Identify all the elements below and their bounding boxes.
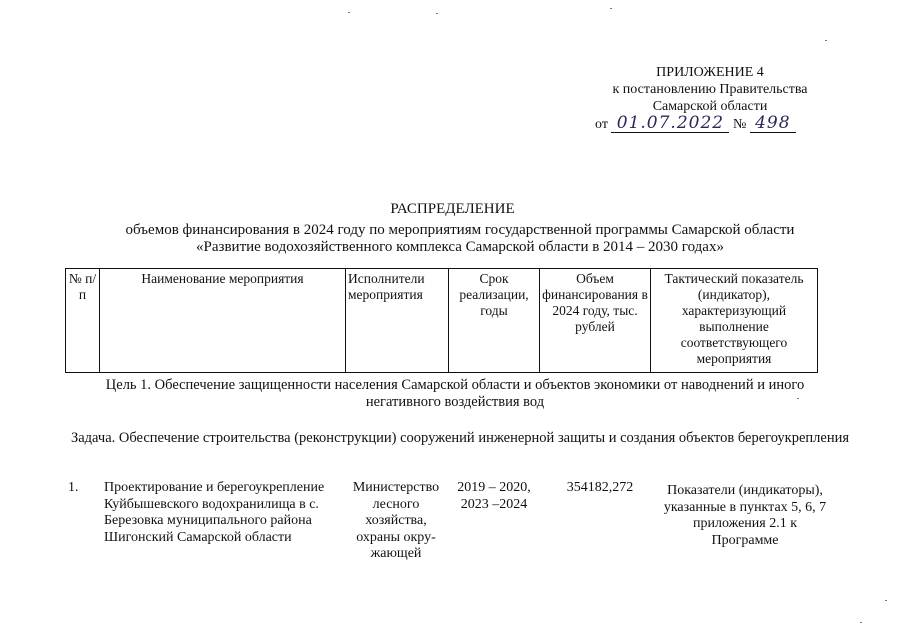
subtitle-line-1: объемов финансирования в 2024 году по мероприятиям государственной программы Самарской области [125,222,795,238]
handwritten-date: 01.07.2022 [611,115,729,133]
scan-speck [825,40,827,41]
subtitle-line-2: «Развитие водохозяйственного комплекса Самарской области в 2014 – 2030 годах» [196,239,724,255]
scan-speck [885,600,887,601]
scan-speck [436,13,438,14]
scan-speck [610,8,612,9]
table-header-row [66,269,818,373]
scan-speck [797,398,799,399]
row-number: 1. [68,480,79,495]
col-header-number: № п/п [66,269,100,373]
appendix-block [595,64,825,133]
document-subtitle [60,222,860,256]
scan-speck [348,12,350,13]
task-text: Задача. Обеспечение строительства (реконструкции) сооружений инженерной защиты и создания объектов берегоукрепления [70,430,850,446]
appendix-title: ПРИЛОЖЕНИЕ 4 [656,65,764,80]
appendix-resolution: к постановлению Правительства [612,82,808,97]
goal-text: Цель 1. Обеспечение защищенности населения Самарской области и объектов экономики от наводнений и иного негативного воздействия вод [105,377,805,410]
handwritten-number: 498 [750,115,796,133]
row-name: Проектирование и берегоукрепление Куйбышевского водохранилища в с. Березовка муниципального района Шигонский Самарской области [104,480,325,545]
row-indicator: Показатели (индикаторы), указанные в пунктах 5, 6, 7 приложения 2.1 к Программе [663,483,827,548]
row-volume: 354182,272 [566,480,634,495]
appendix-region: Самарской области [652,99,768,114]
col-header-term: Срок реализации, годы [449,269,540,373]
col-header-volume: Объем финансирования в 2024 году, тыс. рублей [540,269,651,373]
scan-speck [860,622,862,623]
number-prefix: № [732,117,747,132]
appendix-date-number [595,115,825,133]
col-header-indicator: Тактический показатель (индикатор), характеризующий выполнение соответствующего мероприятия [651,269,818,373]
row-executor: Министерство лесного хозяйства, охраны окру-жающей [352,480,440,561]
document-title: РАСПРЕДЕЛЕНИЕ [390,201,515,217]
financing-table-header [65,268,818,373]
date-prefix: от [595,117,608,132]
col-header-executors: Исполнители мероприятия [346,269,449,373]
col-header-name: Наименование мероприятия [100,269,346,373]
row-term: 2019 – 2020, 2023 –2024 [457,480,531,512]
